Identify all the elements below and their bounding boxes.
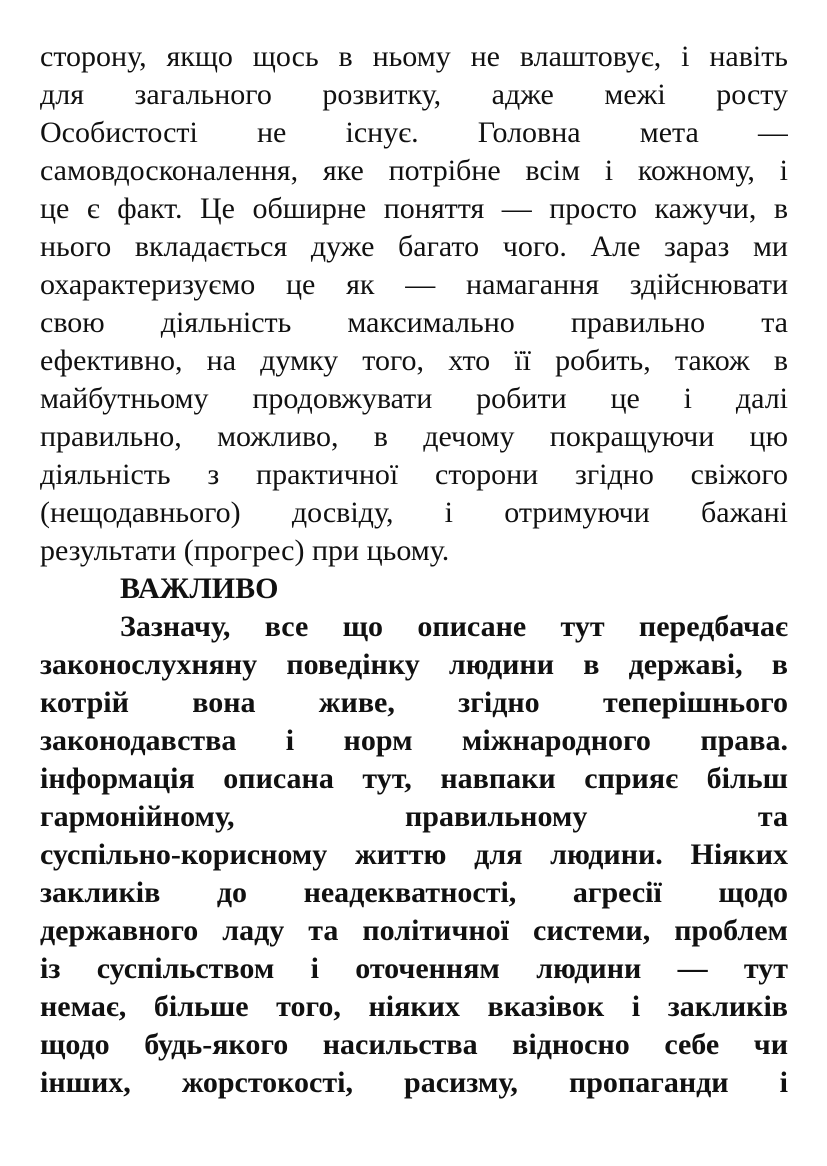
text-line: немає, більше того, ніяких вказівок і закликів xyxy=(40,990,788,1023)
text-line: гармонійному, правильному та xyxy=(40,800,788,833)
text-line: законодавства і норм міжнародного права. xyxy=(40,724,788,757)
text-line: нього вкладається дуже багато чого. Але зараз ми xyxy=(40,230,788,263)
text-line: Особистості не існує. Головна мета — xyxy=(40,116,788,149)
text-line: майбутньому продовжувати робити це і далі xyxy=(40,382,788,415)
text-line: діяльність з практичної сторони згідно свіжого xyxy=(40,458,788,491)
text-line: самовдосконалення, яке потрібне всім і кожному, і xyxy=(40,154,788,187)
text-line: (нещодавнього) досвіду, і отримуючи бажані xyxy=(40,496,788,529)
text-line: свою діяльність максимально правильно та xyxy=(40,306,788,339)
text-line: охарактеризуємо це як — намагання здійснювати xyxy=(40,268,788,301)
text-line: ефективно, на думку того, хто її робить, також в xyxy=(40,344,788,377)
text-line: результати (прогрес) при цьому. xyxy=(40,534,450,567)
text-line: правильно, можливо, в дечому покращуючи цю xyxy=(40,420,788,453)
text-line: інформація описана тут, навпаки сприяє більш xyxy=(40,762,788,795)
section-heading: ВАЖЛИВО xyxy=(120,572,279,605)
paragraph-intro xyxy=(40,38,788,570)
document-page xyxy=(40,38,788,1102)
text-line: Зазначу, все що описане тут передбачає xyxy=(120,610,788,643)
paragraph-important xyxy=(40,608,788,1102)
text-line: котрій вона живе, згідно теперішнього xyxy=(40,686,788,719)
text-line: це є факт. Це обширне поняття — просто кажучи, в xyxy=(40,192,788,225)
text-line: закликів до неадекватності, агресії щодо xyxy=(40,876,788,909)
text-line: інших, жорстокості, расизму, пропаганди і xyxy=(40,1066,788,1099)
text-line: суспільно-корисному життю для людини. Ніяких xyxy=(40,838,788,871)
text-line: щодо будь-якого насильства відносно себе чи xyxy=(40,1028,788,1061)
text-line: для загального розвитку, адже межі росту xyxy=(40,78,788,111)
text-line: із суспільством і оточенням людини — тут xyxy=(40,952,788,985)
text-line: сторону, якщо щось в ньому не влаштовує, і навіть xyxy=(40,40,788,73)
text-line: законослухняну поведінку людини в державі, в xyxy=(40,648,788,681)
text-line: державного ладу та політичної системи, проблем xyxy=(40,914,788,947)
